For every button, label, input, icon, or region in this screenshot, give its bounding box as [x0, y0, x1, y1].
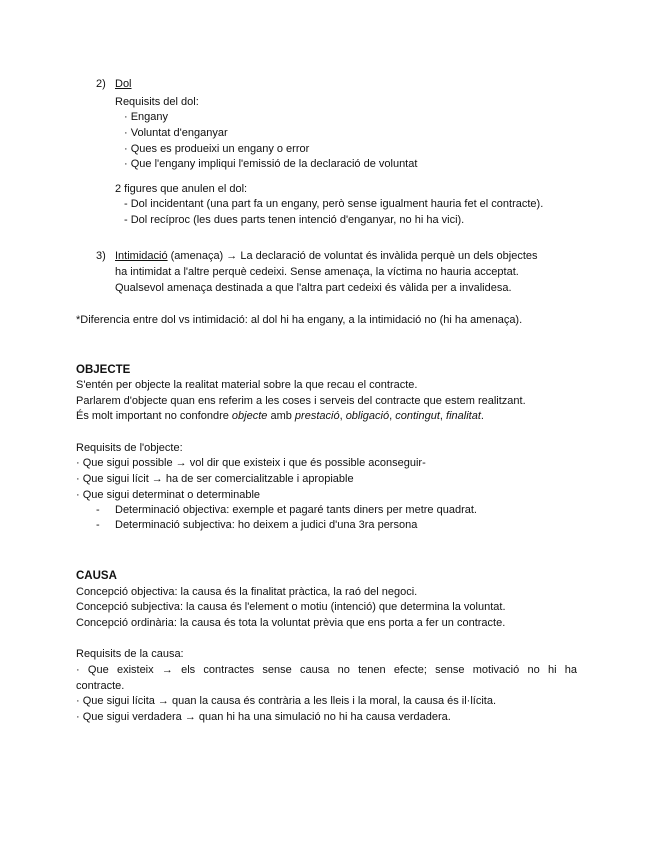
dol-number: 2) — [96, 78, 106, 90]
objecte-heading: OBJECTE — [76, 364, 131, 376]
p3-contingut: contingut — [395, 410, 440, 422]
causa-concept: Concepció objectiva: la causa és la finalitat pràctica, la raó del negoci. — [76, 586, 418, 598]
intimidacio-line-2: ha intimidat a l'altre perquè cedeixi. Sense amenaça, la víctima no hauria acceptat. — [115, 266, 519, 278]
intimidacio-title: Intimidació — [115, 250, 168, 262]
p3-finalitat: finalitat — [446, 410, 481, 422]
causa-requirement-continuation: contracte. — [76, 680, 125, 692]
causa-concept: Concepció subjectiva: la causa és l'element o motiu (intenció) que determina la voluntat. — [76, 601, 506, 613]
dol-figure: - Dol incidentant (una part fa un engany, però sense igualment hauria fet el contracte). — [124, 198, 544, 210]
objecte-sub-item: Determinació objectiva: exemple et pagaré tants diners per metre quadrat. — [115, 504, 477, 516]
causa-concept: Concepció ordinària: la causa és tota la voluntat prèvia que ens porta a fer un contracte. — [76, 617, 506, 629]
objecte-requirement: · Que sigui possible → vol dir que existeix i que és possible aconseguir- — [76, 457, 426, 469]
p3-sep: , — [339, 410, 346, 422]
p3-objecte: objecte — [231, 410, 268, 422]
causa-heading: CAUSA — [76, 570, 117, 582]
p3-prestacio: prestació — [294, 410, 340, 422]
objecte-requirement: · Que sigui determinat o determinable — [76, 489, 261, 501]
dol-requirement: · Que l'engany impliqui l'emissió de la declaració de voluntat — [124, 158, 418, 170]
causa-requirement: · Que existeix → els contractes sense causa no tenen efecte; sense motivació no hi ha — [76, 664, 577, 676]
objecte-sub-dash: - — [96, 504, 100, 516]
p3-obligacio: obligació — [345, 410, 390, 422]
objecte-paragraph-2: Parlarem d'objecte quan ens referim a les coses i serveis del contracte que estem realitzant. — [76, 395, 526, 407]
p3-amb: amb — [267, 410, 295, 422]
dol-requirements-title: Requisits del dol: — [115, 96, 199, 108]
p3-sep: , — [439, 410, 447, 422]
p3-dot: . — [480, 410, 484, 422]
intimidacio-line-1 — [115, 250, 538, 263]
intimidacio-number: 3) — [96, 250, 106, 262]
dol-figure: - Dol recíproc (les dues parts tenen intenció d'enganyar, no hi ha vici). — [124, 214, 465, 226]
intimidacio-line-1-rest: (amenaça) → La declaració de voluntat és invàlida perquè un dels objectes — [170, 250, 538, 262]
objecte-requirements-title: Requisits de l'objecte: — [76, 442, 183, 454]
objecte-sub-dash: - — [96, 519, 100, 531]
dol-requirement: · Engany — [124, 111, 169, 123]
causa-requirement: · Que sigui verdadera → quan hi ha una simulació no hi ha causa verdadera. — [76, 711, 451, 723]
p3-start: És molt important no confondre — [76, 410, 232, 422]
dol-figures-title: 2 figures que anulen el dol: — [115, 183, 248, 195]
dol-title: Dol — [115, 78, 132, 90]
note-dol-vs-intimidacio: *Diferencia entre dol vs intimidació: al dol hi ha engany, a la intimidació no (hi ha amenaça). — [76, 314, 523, 326]
objecte-paragraph-1: S'entén per objecte la realitat material sobre la que recau el contracte. — [76, 379, 418, 391]
dol-requirement: · Voluntat d'enganyar — [124, 127, 228, 139]
intimidacio-line-3: Qualsevol amenaça destinada a que l'altra part cedeixi és vàlida per a invalidesa. — [115, 282, 512, 294]
dol-requirement: · Ques es produeixi un engany o error — [124, 143, 310, 155]
causa-requirements-title: Requisits de la causa: — [76, 648, 184, 660]
p3-sep: , — [389, 410, 396, 422]
objecte-paragraph-3 — [76, 410, 484, 423]
causa-requirement: · Que sigui lícita → quan la causa és contrària a les lleis i la moral, la causa és il·lícita. — [76, 695, 497, 707]
objecte-requirement: · Que sigui lícit → ha de ser comercialitzable i apropiable — [76, 473, 354, 485]
objecte-sub-item: Determinació subjectiva: ho deixem a judici d'una 3ra persona — [115, 519, 418, 531]
